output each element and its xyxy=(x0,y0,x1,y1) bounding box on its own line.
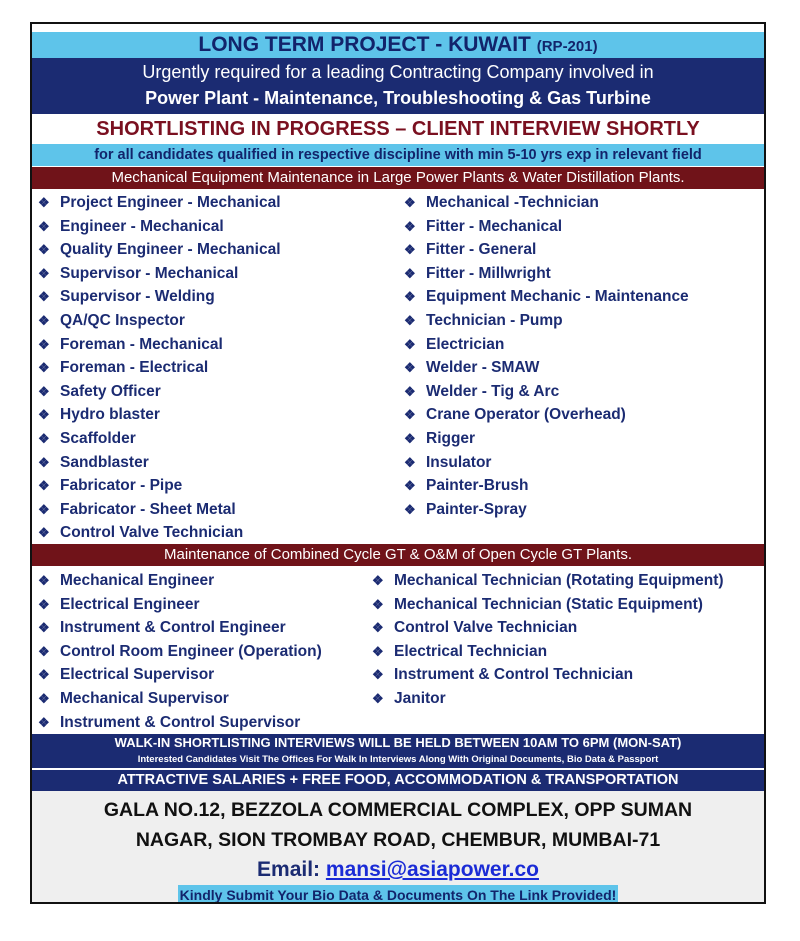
job-list-item xyxy=(38,474,281,498)
job-title: Crane Operator (Overhead) xyxy=(426,406,626,424)
job-list-item xyxy=(38,403,281,427)
job-title: Control Room Engineer (Operation) xyxy=(60,642,322,660)
job-list-item xyxy=(38,521,281,545)
diamond-bullet-icon: ❖ xyxy=(372,573,384,588)
diamond-bullet-icon: ❖ xyxy=(404,312,416,328)
job-list-item xyxy=(38,498,281,522)
job-title: Rigger xyxy=(426,429,476,447)
job-list-item xyxy=(38,262,281,286)
shortlisting-heading: SHORTLISTING IN PROGRESS – CLIENT INTERVIEW SHORTLY xyxy=(96,118,700,140)
diamond-bullet-icon: ❖ xyxy=(38,596,50,612)
job-list-item xyxy=(38,616,322,640)
job-title: Sandblaster xyxy=(60,453,149,471)
job-title: Electrician xyxy=(426,335,505,353)
job-title: Insulator xyxy=(426,453,492,471)
diamond-bullet-icon: ❖ xyxy=(38,336,50,352)
walkin-heading: WALK-IN SHORTLISTING INTERVIEWS WILL BE HELD BETWEEN 10AM TO 6PM (MON-SAT) xyxy=(32,734,764,752)
diamond-bullet-icon: ❖ xyxy=(38,289,50,305)
email-label: Email: xyxy=(257,858,321,881)
diamond-bullet-icon: ❖ xyxy=(38,643,50,659)
section1-left-list xyxy=(38,191,281,545)
job-title: Fabricator - Sheet Metal xyxy=(60,500,236,518)
diamond-bullet-icon: ❖ xyxy=(38,312,50,328)
company-banner xyxy=(32,58,764,114)
diamond-bullet-icon: ❖ xyxy=(38,242,50,258)
diamond-bullet-icon: ❖ xyxy=(404,218,416,234)
diamond-bullet-icon: ❖ xyxy=(38,383,50,399)
diamond-bullet-icon: ❖ xyxy=(404,407,416,423)
job-list-item xyxy=(38,711,322,735)
diamond-bullet-icon: ❖ xyxy=(404,265,416,281)
project-title-main: LONG TERM PROJECT - KUWAIT xyxy=(198,33,531,56)
job-list-item xyxy=(404,309,689,333)
diamond-bullet-icon: ❖ xyxy=(38,430,50,446)
diamond-bullet-icon: ❖ xyxy=(372,667,384,683)
job-title: Supervisor - Welding xyxy=(60,288,215,306)
job-list-item xyxy=(372,663,724,687)
job-title: Painter-Spray xyxy=(426,500,527,518)
job-list-item xyxy=(38,663,322,687)
job-title: Mechanical Technician (Rotating Equipment) xyxy=(394,572,724,589)
job-advertisement xyxy=(30,22,766,904)
job-list-item xyxy=(38,215,281,239)
job-list-item xyxy=(38,640,322,664)
job-list-item xyxy=(372,593,724,617)
diamond-bullet-icon: ❖ xyxy=(38,478,50,494)
job-title: Electrical Supervisor xyxy=(60,666,215,684)
job-list-item xyxy=(404,215,689,239)
job-title: Instrument & Control Supervisor xyxy=(60,713,301,731)
job-list-item xyxy=(404,356,689,380)
job-list-item xyxy=(372,640,724,664)
diamond-bullet-icon: ❖ xyxy=(404,289,416,305)
job-list-item xyxy=(404,191,689,215)
diamond-bullet-icon: ❖ xyxy=(372,690,384,706)
job-title: Mechanical Engineer xyxy=(60,572,215,589)
job-title: Instrument & Control Engineer xyxy=(60,619,286,637)
project-code: (RP-201) xyxy=(536,38,598,55)
diamond-bullet-icon: ❖ xyxy=(38,407,50,423)
job-title: Quality Engineer - Mechanical xyxy=(60,241,281,259)
job-list-item xyxy=(38,380,281,404)
diamond-bullet-icon: ❖ xyxy=(38,218,50,234)
job-list-item xyxy=(38,309,281,333)
job-title: Foreman - Mechanical xyxy=(60,335,223,353)
diamond-bullet-icon: ❖ xyxy=(38,667,50,683)
email-line xyxy=(32,856,764,884)
address-line-1: GALA NO.12, BEZZOLA COMMERCIAL COMPLEX, OPP SUMAN xyxy=(103,799,693,821)
job-list-item xyxy=(404,427,689,451)
diamond-bullet-icon: ❖ xyxy=(404,478,416,494)
job-list-item xyxy=(372,687,724,711)
diamond-bullet-icon: ❖ xyxy=(404,454,416,470)
diamond-bullet-icon: ❖ xyxy=(38,195,50,210)
job-list-item xyxy=(372,569,724,593)
job-list-item xyxy=(404,262,689,286)
job-title: Fitter - Mechanical xyxy=(426,217,563,235)
section1-title: Mechanical Equipment Maintenance in Large Power Plants & Water Distillation Plants. xyxy=(32,167,764,189)
section2-right-list xyxy=(372,569,724,711)
job-title: Mechanical -Technician xyxy=(426,194,599,211)
job-list-item xyxy=(38,285,281,309)
field-line: Power Plant - Maintenance, Troubleshooting & Gas Turbine xyxy=(145,88,651,108)
submit-note: Kindly Submit Your Bio Data & Documents On The Link Provided! xyxy=(178,885,619,902)
diamond-bullet-icon: ❖ xyxy=(38,454,50,470)
diamond-bullet-icon: ❖ xyxy=(404,501,416,517)
job-title: Hydro blaster xyxy=(60,406,160,424)
job-title: QA/QC Inspector xyxy=(60,311,185,329)
email-link[interactable]: mansi@asiapower.co xyxy=(325,858,539,881)
diamond-bullet-icon: ❖ xyxy=(38,620,50,636)
job-list-item xyxy=(404,380,689,404)
job-title: Painter-Brush xyxy=(426,477,529,495)
job-title: Equipment Mechanic - Maintenance xyxy=(426,288,689,306)
job-list-item xyxy=(38,333,281,357)
job-list-item xyxy=(38,569,322,593)
diamond-bullet-icon: ❖ xyxy=(38,501,50,517)
diamond-bullet-icon: ❖ xyxy=(372,643,384,659)
diamond-bullet-icon: ❖ xyxy=(404,195,416,210)
job-title: Electrical Technician xyxy=(394,642,548,660)
diamond-bullet-icon: ❖ xyxy=(38,265,50,281)
diamond-bullet-icon: ❖ xyxy=(38,525,50,541)
job-title: Instrument & Control Technician xyxy=(394,666,634,684)
job-list-item xyxy=(372,616,724,640)
diamond-bullet-icon: ❖ xyxy=(404,383,416,399)
section1-right-list xyxy=(404,191,689,521)
project-title xyxy=(32,32,764,58)
job-list-item xyxy=(404,403,689,427)
job-list-item xyxy=(404,474,689,498)
job-title: Electrical Engineer xyxy=(60,595,200,613)
job-title: Foreman - Electrical xyxy=(60,359,209,377)
section2-title: Maintenance of Combined Cycle GT & O&M of Open Cycle GT Plants. xyxy=(32,544,764,566)
job-list-item xyxy=(38,191,281,215)
job-title: Fitter - Millwright xyxy=(426,264,551,282)
section2-left-list xyxy=(38,569,322,734)
qualification-line: for all candidates qualified in respective discipline with min 5-10 yrs exp in relevant field xyxy=(32,144,764,166)
job-list-item xyxy=(38,687,322,711)
address-line-2: NAGAR, SION TROMBAY ROAD, CHEMBUR, MUMBAI-71 xyxy=(135,829,661,851)
diamond-bullet-icon: ❖ xyxy=(404,360,416,376)
job-title: Welder - Tig & Arc xyxy=(426,382,560,400)
diamond-bullet-icon: ❖ xyxy=(372,620,384,636)
urgent-line: Urgently required for a leading Contracting Company involved in xyxy=(142,62,654,82)
job-list-item xyxy=(404,285,689,309)
job-list-item xyxy=(38,451,281,475)
job-title: Mechanical Supervisor xyxy=(60,689,229,707)
job-list-item xyxy=(404,451,689,475)
job-title: Welder - SMAW xyxy=(426,359,540,377)
address-block xyxy=(32,791,764,902)
job-list-item xyxy=(404,498,689,522)
diamond-bullet-icon: ❖ xyxy=(404,430,416,446)
job-title: Control Valve Technician xyxy=(394,619,578,637)
diamond-bullet-icon: ❖ xyxy=(404,242,416,258)
job-title: Fitter - General xyxy=(426,241,537,259)
diamond-bullet-icon: ❖ xyxy=(404,336,416,352)
job-title: Engineer - Mechanical xyxy=(60,217,224,235)
job-title: Project Engineer - Mechanical xyxy=(60,194,281,211)
job-title: Janitor xyxy=(394,689,446,707)
job-list-item xyxy=(38,427,281,451)
diamond-bullet-icon: ❖ xyxy=(38,714,50,730)
job-title: Scaffolder xyxy=(60,429,136,447)
diamond-bullet-icon: ❖ xyxy=(38,360,50,376)
salary-banner: ATTRACTIVE SALARIES + FREE FOOD, ACCOMMODATION & TRANSPORTATION xyxy=(32,770,764,791)
walkin-note: Interested Candidates Visit The Offices For Walk In Interviews Along With Original Documents, Bio Data & Passport xyxy=(32,752,764,768)
job-title: Technician - Pump xyxy=(426,311,563,329)
job-list-item xyxy=(404,333,689,357)
job-title: Safety Officer xyxy=(60,382,161,400)
diamond-bullet-icon: ❖ xyxy=(372,596,384,612)
diamond-bullet-icon: ❖ xyxy=(38,690,50,706)
job-list-item xyxy=(38,356,281,380)
job-list-item xyxy=(38,238,281,262)
job-list-item xyxy=(404,238,689,262)
job-title: Fabricator - Pipe xyxy=(60,477,183,495)
job-list-item xyxy=(38,593,322,617)
diamond-bullet-icon: ❖ xyxy=(38,573,50,588)
job-title: Control Valve Technician xyxy=(60,524,244,542)
job-title: Supervisor - Mechanical xyxy=(60,264,239,282)
job-title: Mechanical Technician (Static Equipment) xyxy=(394,595,703,613)
